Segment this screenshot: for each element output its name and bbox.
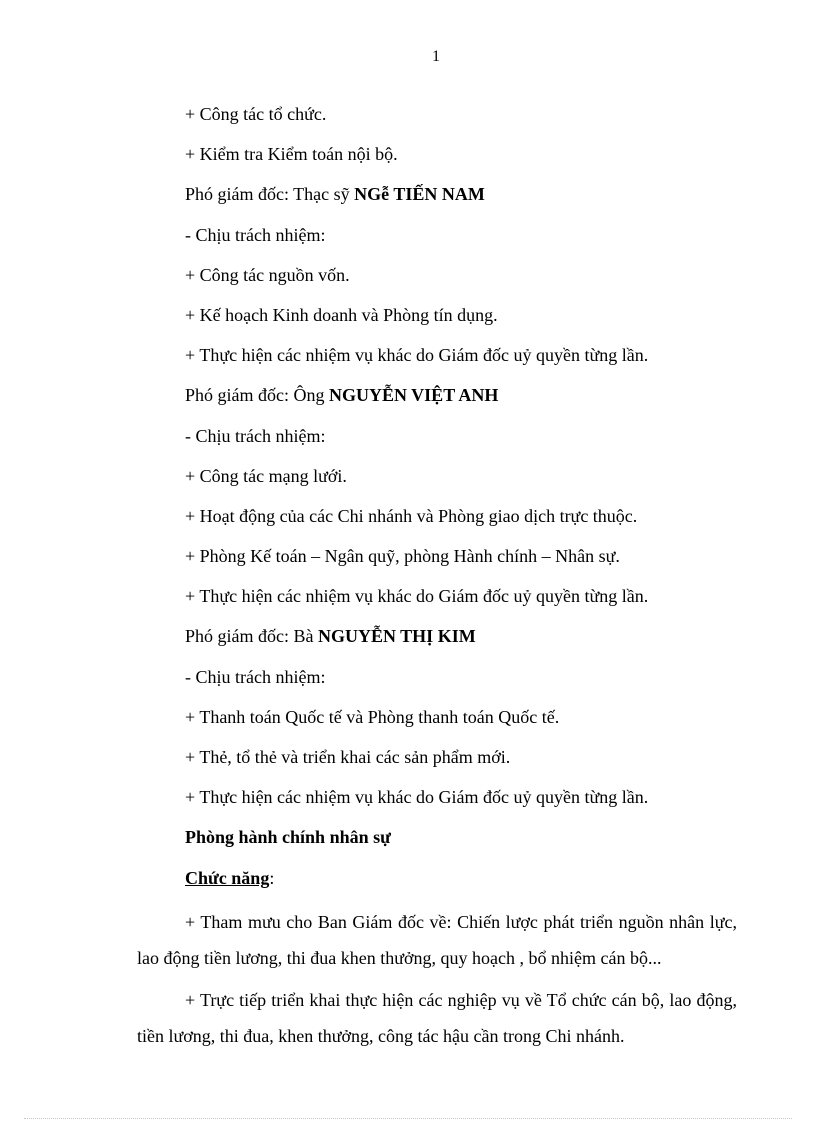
text-line: + Kiểm tra Kiểm toán nội bộ. xyxy=(185,144,398,165)
text-line: - Chịu trách nhiệm: xyxy=(185,666,326,687)
text-line: + Thực hiện các nhiệm vụ khác do Giám đốc uỷ quyền từng lần. xyxy=(185,787,649,808)
deputy-director-heading xyxy=(137,381,737,421)
deputy-name: NGUYỄN THỊ KIM xyxy=(318,626,476,647)
function-colon: : xyxy=(269,867,275,888)
function-heading xyxy=(137,864,737,904)
text-line: + Thực hiện các nhiệm vụ khác do Giám đốc uỷ quyền từng lần. xyxy=(185,345,649,366)
text-line: + Công tác mạng lưới. xyxy=(185,465,347,486)
text-line: - Chịu trách nhiệm: xyxy=(185,224,326,245)
text-line: - Chịu trách nhiệm: xyxy=(185,425,326,446)
text-line: + Thực hiện các nhiệm vụ khác do Giám đốc uỷ quyền từng lần. xyxy=(185,586,649,607)
function-paragraph: + Trực tiếp triển khai thực hiện các nghiệp vụ về Tổ chức cán bộ, lao động, tiền lương, thi đua, khen thưởng, công tác hậu cần trong Chi nhánh. xyxy=(137,989,737,1046)
page-number: 1 xyxy=(432,48,440,65)
deputy-title: Phó giám đốc: Ông xyxy=(185,385,329,406)
function-paragraph: + Tham mưu cho Ban Giám đốc về: Chiến lược phát triển nguồn nhân lực, lao động tiền lương, thi đua khen thưởng, quy hoạch , bổ nhiệm cán bộ... xyxy=(137,911,737,968)
deputy-name: NGUYỄN VIỆT ANH xyxy=(329,385,499,406)
text-line: + Thẻ, tổ thẻ và triển khai các sản phẩm mới. xyxy=(185,747,511,767)
function-label: Chức năng xyxy=(185,867,270,888)
text-line: + Phòng Kế toán – Ngân quỹ, phòng Hành chính – Nhân sự. xyxy=(185,546,620,567)
text-line: + Hoạt động của các Chi nhánh và Phòng giao dịch trực thuộc. xyxy=(185,505,638,526)
page-bottom-divider xyxy=(24,1118,792,1119)
deputy-title: Phó giám đốc: Bà xyxy=(185,626,318,647)
text-line: + Công tác tổ chức. xyxy=(185,104,327,124)
text-line: + Công tác nguồn vốn. xyxy=(185,264,350,285)
deputy-name: NGễ TIẾN NAM xyxy=(354,184,485,205)
section-title: Phòng hành chính nhân sự xyxy=(185,827,391,848)
document-body xyxy=(137,100,737,1060)
deputy-director-heading xyxy=(137,180,737,220)
text-line: + Kế hoạch Kinh doanh và Phòng tín dụng. xyxy=(185,304,498,325)
deputy-title: Phó giám đốc: Thạc sỹ xyxy=(185,184,355,205)
deputy-director-heading xyxy=(137,622,737,662)
text-line: + Thanh toán Quốc tế và Phòng thanh toán Quốc tế. xyxy=(185,706,560,727)
